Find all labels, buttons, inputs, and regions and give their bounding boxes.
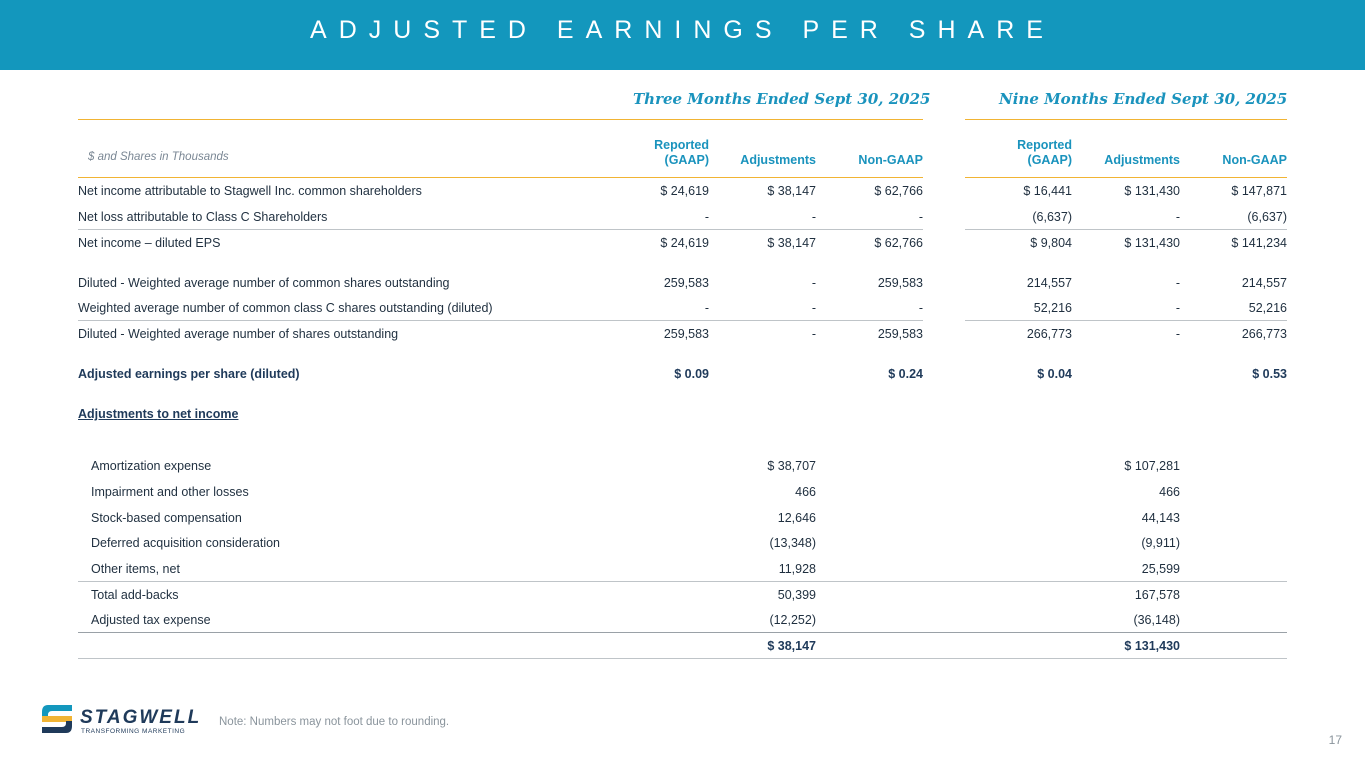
page-title: ADJUSTED EARNINGS PER SHARE <box>310 16 1055 44</box>
stagwell-logo: STAGWELL TRANSFORMING MARKETING <box>40 703 210 739</box>
row-divider <box>965 320 1287 321</box>
col-reported-three: Reported (GAAP) <box>654 138 709 167</box>
col-adjustments-three: Adjustments <box>740 153 816 167</box>
period-three-months: Three Months Ended Sept 30, 2025 <box>633 90 931 108</box>
page-number: 17 <box>1328 733 1342 747</box>
col-reported-nine: Reported (GAAP) <box>1017 138 1072 167</box>
header-rule-three <box>78 177 923 178</box>
col-nongaap-three: Non-GAAP <box>858 153 923 167</box>
units-label: $ and Shares in Thousands <box>88 151 229 163</box>
row-divider <box>965 229 1287 230</box>
header-rule-nine <box>965 177 1287 178</box>
row-divider <box>78 229 923 230</box>
footnote: Note: Numbers may not foot due to rounding. <box>219 716 450 728</box>
col-nongaap-nine: Non-GAAP <box>1222 153 1287 167</box>
row-divider <box>78 320 923 321</box>
title-banner <box>0 0 1365 70</box>
adjustments-heading: Adjustments to net income <box>78 407 239 421</box>
period-rule-three <box>78 119 923 120</box>
col-adjustments-nine: Adjustments <box>1104 153 1180 167</box>
period-rule-nine <box>965 119 1287 120</box>
row-divider <box>78 632 1287 633</box>
row-divider <box>78 658 1287 659</box>
stagwell-mark-icon <box>40 703 74 735</box>
row-divider <box>78 581 1287 582</box>
period-nine-months: Nine Months Ended Sept 30, 2025 <box>999 90 1288 108</box>
